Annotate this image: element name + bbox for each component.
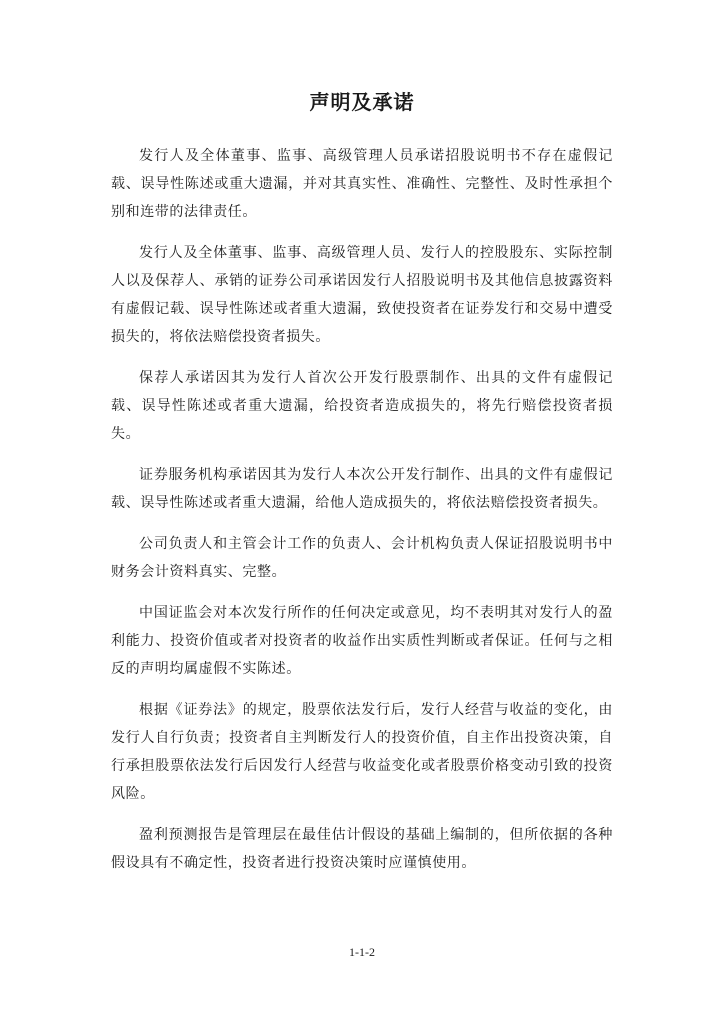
document-body [111,142,613,890]
paragraph-csrc-disclaimer: 中国证监会对本次发行所作的任何决定或意见，均不表明其对发行人的盈利能力、投资价值或者对投资者的收益作出实质性判断或者保证。任何与之相反的声明均属虚假不实陈述。 [111,605,613,677]
paragraph-sponsor-commitment: 保荐人承诺因其为发行人首次公开发行股票制作、出具的文件有虚假记载、误导性陈述或者重大遗漏，给投资者造成损失的，将先行赔偿投资者损失。 [111,370,613,442]
paragraph-issuer-commitment: 发行人及全体董事、监事、高级管理人员承诺招股说明书不存在虚假记载、误导性陈述或重大遗漏，并对其真实性、准确性、完整性、及时性承担个别和连带的法律责任。 [111,148,613,220]
page-title: 声明及承诺 [309,90,415,114]
paragraph-accounting-guarantee: 公司负责人和主管会计工作的负责人、会计机构负责人保证招股说明书中财务会计资料真实、完整。 [111,536,613,580]
page-number: 1-1-2 [349,945,375,959]
paragraph-profit-forecast: 盈利预测报告是管理层在最佳估计假设的基础上编制的，但所依据的各种假设具有不确定性，投资者进行投资决策时应谨慎使用。 [111,827,613,871]
paragraph-securities-law: 根据《证券法》的规定，股票依法发行后，发行人经营与收益的变化，由发行人自行负责；投资者自主判断发行人的投资价值，自主作出投资决策，自行承担股票依法发行后因发行人经营与收益变化或者股票价格变动引致的投资风险。 [111,702,613,802]
paragraph-compensation-commitment: 发行人及全体董事、监事、高级管理人员、发行人的控股股东、实际控制人以及保荐人、承销的证券公司承诺因发行人招股说明书及其他信息披露资料有虚假记载、误导性陈述或者重大遗漏，致使投资者在证券发行和交易中遭受损失的，将依法赔偿投资者损失。 [111,245,613,345]
paragraph-service-agency-commitment: 证券服务机构承诺因其为发行人本次公开发行制作、出具的文件有虚假记载、误导性陈述或者重大遗漏，给他人造成损失的，将依法赔偿投资者损失。 [111,467,613,511]
